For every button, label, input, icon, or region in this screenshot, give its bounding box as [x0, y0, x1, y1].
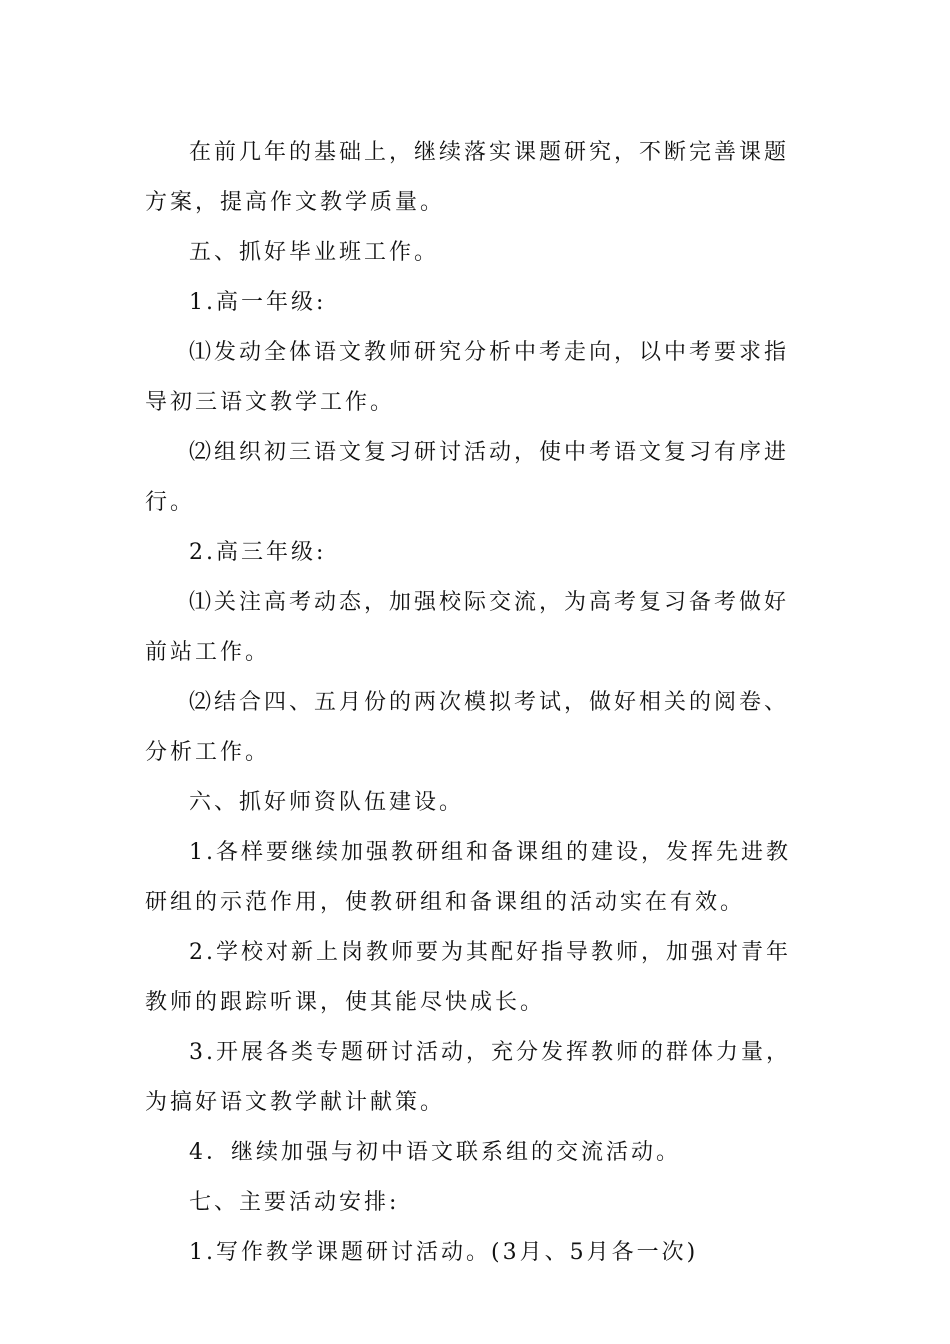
- subheading-grade-three: 2.高三年级:: [189, 540, 327, 565]
- list-item-teacher-team-3: 3.开展各类专题研讨活动，充分发挥教师的群体力量，为搞好语文教学献计献策。: [145, 1040, 791, 1115]
- list-item-teacher-team-1: 1.各样要继续加强教研组和备课组的建设，发挥先进教研组的示范作用，使教研组和备课组的活动实在有效。: [145, 840, 791, 915]
- list-item-grade-three-2: ⑵结合四、五月份的两次模拟考试，做好相关的阅卷、分析工作。: [145, 690, 790, 765]
- list-item-grade-three-1: ⑴关注高考动态，加强校际交流，为高考复习备考做好前站工作。: [145, 590, 790, 665]
- subheading-grade-one: 1.高一年级:: [189, 290, 327, 315]
- paragraph-research-topic: 在前几年的基础上，继续落实课题研究，不断完善课题方案，提高作文教学质量。: [145, 140, 790, 215]
- list-item-grade-one-1: ⑴发动全体语文教师研究分析中考走向，以中考要求指导初三语文教学工作。: [145, 340, 790, 415]
- list-item-teacher-team-4: 4．继续加强与初中语文联系组的交流活动。: [189, 1140, 681, 1165]
- list-item-teacher-team-2: 2.学校对新上岗教师要为其配好指导教师，加强对青年教师的跟踪听课，使其能尽快成长。: [145, 940, 791, 1015]
- list-item-activity-1: 1.写作教学课题研讨活动。(3月、5月各一次): [189, 1240, 699, 1265]
- heading-activity-schedule: 七、主要活动安排:: [189, 1190, 400, 1215]
- heading-teacher-team: 六、抓好师资队伍建设。: [189, 790, 465, 815]
- list-item-grade-one-2: ⑵组织初三语文复习研讨活动，使中考语文复习有序进行。: [145, 440, 790, 515]
- heading-graduating-class: 五、抓好毕业班工作。: [189, 240, 440, 265]
- document-body: [145, 128, 810, 1278]
